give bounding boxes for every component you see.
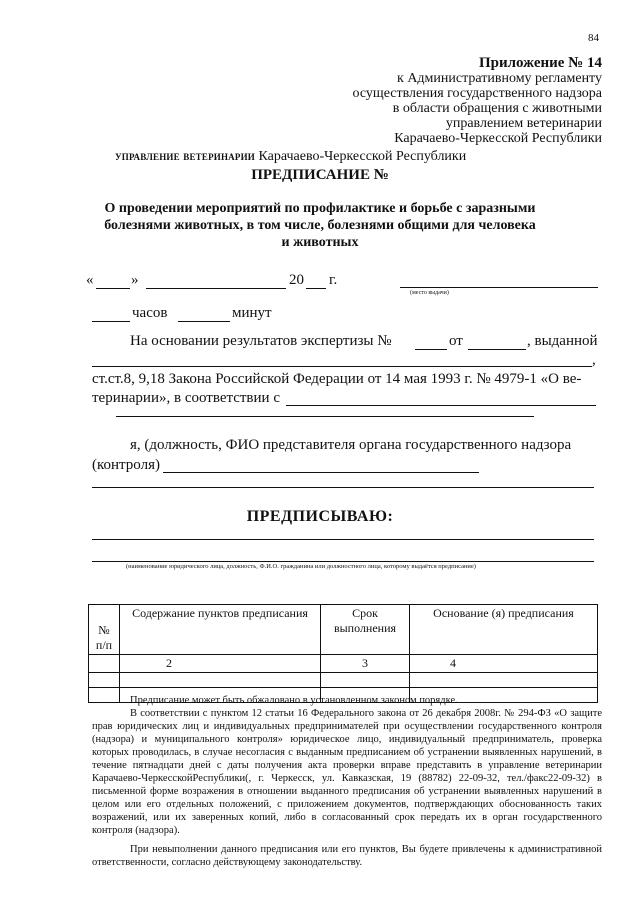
annex-title: Приложение № 14 bbox=[478, 55, 602, 71]
table-header-row bbox=[89, 605, 598, 655]
expertise-number-blank[interactable] bbox=[415, 349, 447, 350]
official-blank-2[interactable] bbox=[92, 487, 594, 488]
prescription-table bbox=[88, 604, 598, 703]
annex-line: к Административному регламенту bbox=[397, 71, 602, 86]
recipient-note: (наименование юридического лица, должность, Ф.И.О. гражданина или должностного лица, которому выдаётся предписание) bbox=[126, 563, 476, 570]
table-row bbox=[89, 673, 598, 688]
annex-line: Карачаево-Черкесской Республики bbox=[394, 131, 602, 146]
expertise-date-blank[interactable] bbox=[468, 349, 526, 350]
page-number: 84 bbox=[588, 32, 599, 44]
accordance-blank[interactable] bbox=[286, 405, 596, 406]
place-blank[interactable] bbox=[400, 287, 598, 288]
notes-block bbox=[92, 694, 602, 869]
official-blank[interactable] bbox=[163, 472, 479, 473]
basis-from: от bbox=[449, 333, 463, 349]
department-caps: управление ветеринарии bbox=[115, 148, 255, 163]
col-header-number: № п/п bbox=[89, 605, 120, 655]
department-name bbox=[115, 148, 466, 165]
cell[interactable] bbox=[120, 673, 321, 688]
department-rest: Карачаево-Черкесской Республики bbox=[254, 149, 467, 164]
cell[interactable] bbox=[321, 673, 410, 688]
basis-comma: , bbox=[592, 352, 596, 368]
day-blank[interactable] bbox=[96, 288, 130, 289]
minutes-label: минут bbox=[232, 305, 272, 321]
cell: 4 bbox=[410, 655, 598, 673]
official-control: (контроля) bbox=[92, 457, 160, 473]
law-reference-cont: теринарии», в соответствии с bbox=[92, 390, 280, 406]
recipient-blank[interactable] bbox=[92, 539, 594, 540]
document-title: ПРЕДПИСАНИЕ № bbox=[251, 167, 389, 183]
recipient-blank-2[interactable] bbox=[92, 561, 594, 562]
hours-blank[interactable] bbox=[92, 321, 130, 322]
date-open-quote: « bbox=[86, 272, 94, 288]
cell bbox=[89, 655, 120, 673]
hours-label: часов bbox=[132, 305, 168, 321]
month-blank[interactable] bbox=[146, 288, 286, 289]
date-close-quote: » bbox=[131, 272, 139, 288]
prescribe-heading: ПРЕДПИСЫВАЮ: bbox=[246, 508, 394, 525]
cell: 2 bbox=[120, 655, 321, 673]
note-liability: При невыполнении данного предписания или его пунктов, Вы будете привлечены к административной ответственности, согласно действующему законодательству. bbox=[92, 844, 602, 868]
cell[interactable] bbox=[89, 673, 120, 688]
place-note: (место выдачи) bbox=[410, 290, 449, 296]
annex-line: управлением ветеринарии bbox=[445, 116, 602, 131]
accordance-blank-2[interactable] bbox=[116, 416, 534, 417]
col-header-content: Содержание пунктов предписания bbox=[120, 605, 321, 655]
annex-block bbox=[353, 56, 602, 146]
col-header-deadline: Срок выполнения bbox=[321, 605, 410, 655]
document-subject: О проведении мероприятий по профилактике и борьбе с заразными болезнями животных, в том числе, болезнями общими для человека и животных bbox=[104, 201, 536, 250]
annex-line: в области обращения с животными bbox=[392, 101, 602, 116]
cell: 3 bbox=[321, 655, 410, 673]
note-appeal: Предписание может быть обжаловано в установленном законом порядке. bbox=[130, 695, 458, 706]
cell[interactable] bbox=[410, 673, 598, 688]
basis-issued: , выданной bbox=[527, 333, 598, 349]
year-suffix: г. bbox=[329, 272, 338, 288]
issued-by-blank[interactable] bbox=[92, 366, 592, 367]
note-law: В соответствии с пунктом 12 статьи 16 Федерального закона от 26 декабря 2008г. № 294-ФЗ «О защите прав юридических лиц и индивидуальных предпринимателей при осуществлении государственного контроля (надзора) и муниципального контроля» юридическое лицо, индивидуальный предприниматель, проверка которых проводилась, в случае несогласия с выданным предписанием об устранении выявленных нарушений, в течение пятнадцати дней с даты получения акта проверки вправе представить в управление ветеринарии Карачаево-ЧеркесскойРеспублики(, г. Черкесск, ул. Кавказская, 19 (88782) 22-09-32, тел./факс22-09-32) в письменной форме возражения в отношении выданного предписания об устранении выявленных нарушений в целом или его отдельных положений, с приложением документов, подтверждающих обоснованность таких возражений, или их заверенных копий, либо в согласованный срок передать их в орган государственного контроля (надзора). bbox=[92, 708, 602, 836]
annex-line: осуществления государственного надзора bbox=[352, 86, 602, 101]
year-prefix: 20 bbox=[289, 272, 304, 288]
official-text: я, (должность, ФИО представителя органа государственного надзора bbox=[130, 437, 572, 453]
col-header-basis: Основание (я) предписания bbox=[410, 605, 598, 655]
table-row bbox=[89, 655, 598, 673]
basis-text: На основании результатов экспертизы № bbox=[130, 333, 392, 349]
year-blank[interactable] bbox=[306, 288, 326, 289]
minutes-blank[interactable] bbox=[178, 321, 230, 322]
law-reference: ст.ст.8, 9,18 Закона Российской Федерации от 14 мая 1993 г. № 4979-1 «О ве- bbox=[92, 371, 582, 387]
